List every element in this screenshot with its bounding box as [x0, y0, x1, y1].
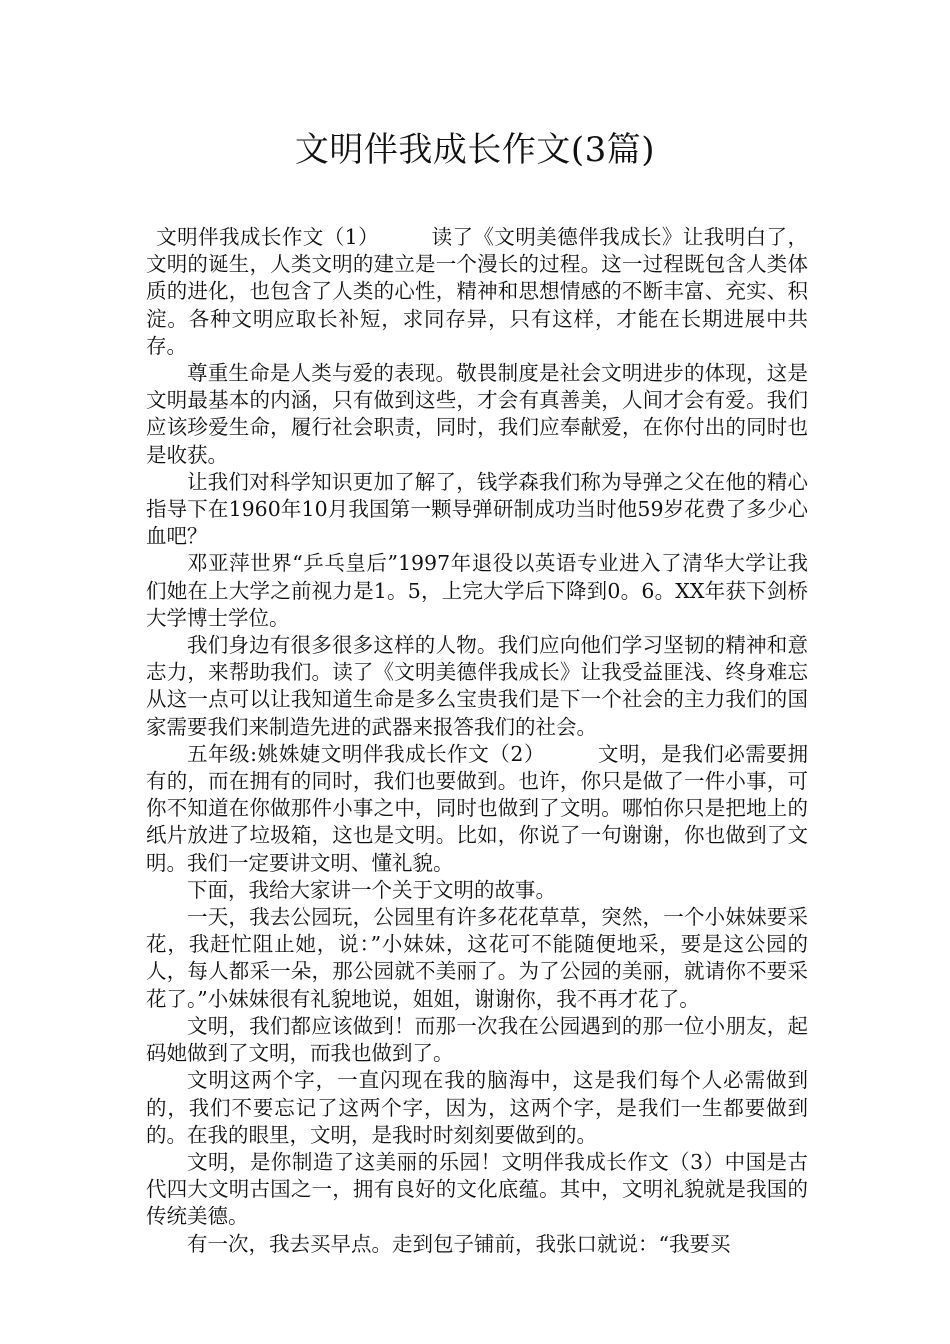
paragraph: 让我们对科学知识更加了解了，钱学森我们称为导弹之父在他的精心指导下在1960年10月我国第一颗导弹研制成功当时他59岁花费了多少心血吧？	[146, 469, 808, 549]
paragraph: 文明，是你制造了这美丽的乐园！文明伴我成长作文（3）中国是古代四大文明古国之一，拥有良好的文化底蕴。其中，文明礼貌就是我国的传统美德。	[146, 1149, 808, 1229]
paragraph: 有一次，我去买早点。走到包子铺前，我张口就说：“我要买	[187, 1231, 731, 1256]
document-body	[146, 224, 808, 1258]
paragraph: 文明伴我成长作文（1） 读了《文明美德伴我成长》让我明白了，文明的诞生，人类文明的建立是一个漫长的过程。这一过程既包含人类体质的进化，也包含了人类的心性，精神和思想情感的不断丰富、充实、积淀。各种文明应取长补短，求同存异，只有这样，才能在长期进展中共存。	[146, 225, 808, 358]
paragraph: 一天，我去公园玩，公园里有许多花花草草，突然，一个小妹妹要采花，我赶忙阻止她，说：”小妹妹，这花可不能随便地采，要是这公园的人，每人都采一朵，那公园就不美丽了。为了公园的美丽，就请你不要采花了。”小妹妹很有礼貌地说，姐姐，谢谢你，我不再才花了。	[146, 905, 808, 1011]
document-title: 文明伴我成长作文(3篇)	[294, 130, 656, 170]
paragraph: 尊重生命是人类与爱的表现。敬畏制度是社会文明进步的体现，这是文明最基本的内涵，只有做到这些，才会有真善美，人间才会有爱。我们应该珍爱生命，履行社会职责，同时，我们应奉献爱，在你付出的同时也是收获。	[146, 361, 808, 467]
paragraph: 文明，我们都应该做到！而那一次我在公园遇到的那一位小朋友，起码她做到了文明，而我也做到了。	[146, 1013, 808, 1066]
paragraph: 下面，我给大家讲一个关于文明的故事。	[187, 877, 556, 902]
paragraph: 我们身边有很多很多这样的人物。我们应向他们学习坚韧的精神和意志力，来帮助我们。读了《文明美德伴我成长》让我受益匪浅、终身难忘从这一点可以让我知道生命是多么宝贵我们是下一个社会的主力我们的国家需要我们来制造先进的武器来报答我们的社会。	[146, 633, 808, 739]
paragraph: 五年级:姚姝婕文明伴我成长作文（2） 文明，是我们必需要拥有的，而在拥有的同时，我们也要做到。也许，你只是做了一件小事，可你不知道在你做那件小事之中，同时也做到了文明。哪怕你只是把地上的纸片放进了垃圾箱，这也是文明。比如，你说了一句谢谢，你也做到了文明。我们一定要讲文明、懂礼貌。	[146, 741, 808, 875]
paragraph: 文明这两个字，一直闪现在我的脑海中，这是我们每个人必需做到的，我们不要忘记了这两个字，因为，这两个字，是我们一生都要做到的。在我的眼里，文明，是我时时刻刻要做到的。	[146, 1068, 808, 1147]
paragraph: 邓亚萍世界“乒乓皇后”1997年退役以英语专业进入了清华大学让我们她在上大学之前视力是1。5，上完大学后下降到0。6。XX年获下剑桥大学博士学位。	[146, 551, 808, 630]
